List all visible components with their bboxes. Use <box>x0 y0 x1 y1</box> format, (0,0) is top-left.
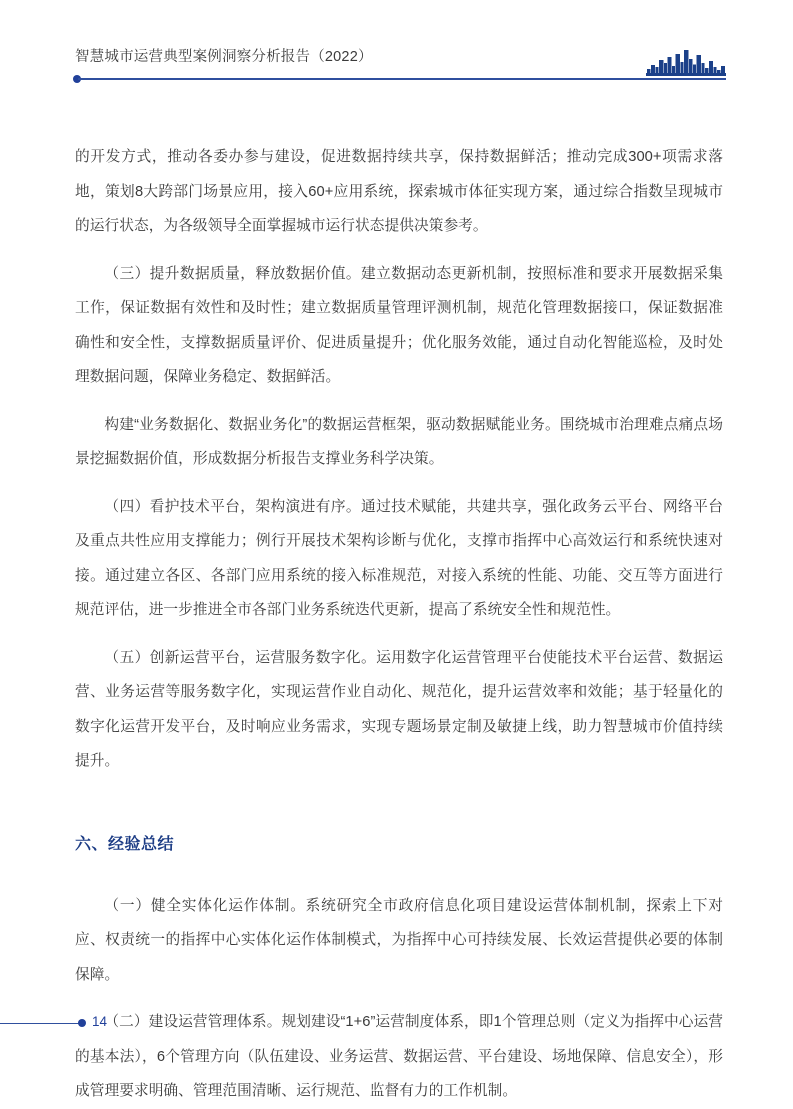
page-header <box>0 0 793 100</box>
paragraph-section-er: （二）建设运营管理体系。规划建设“1+6”运营制度体系，即1个管理总则（定义为指挥中心运营的基本法），6个管理方向（队伍建设、业务运营、数据运营、平台建设、场地保障、信息安全），形成管理要求明确、管理范围清晰、运行规范、监督有力的工作机制。 <box>75 1014 723 1099</box>
page-number: 14 <box>92 1014 108 1029</box>
paragraph-section-wu: （五）创新运营平台，运营服务数字化。运用数字化运营管理平台使能技术平台运营、数据运营、业务运营等服务数字化，实现运营作业自动化、规范化，提升运营效率和效能；基于轻量化的数字化运营开发平台，及时响应业务需求，实现专题场景定制及敏捷上线，助力智慧城市价值持续提升。 <box>75 649 723 769</box>
paragraph-spacer <box>75 395 723 408</box>
heading-spacer-below <box>75 853 723 889</box>
paragraph-data-framework: 构建“业务数据化、数据业务化”的数据运营框架，驱动数据赋能业务。围绕城市治理难点痛点场景挖掘数据价值，形成数据分析报告支撑业务科学决策。 <box>75 416 723 467</box>
paragraph-section-si: （四）看护技术平台，架构演进有序。通过技术赋能，共建共享，强化政务云平台、网络平台及重点共性应用支撑能力；例行开展技术架构诊断与优化，支撑市指挥中心高效运行和系统快速对接。通过建立各区、各部门应用系统的接入标准规范，对接入系统的性能、功能、交互等方面进行规范评估，进一步推进全市各部门业务系统迭代更新，提高了系统安全性和规范性。 <box>75 498 723 618</box>
paragraph-spacer <box>75 244 723 257</box>
header-rule <box>78 78 726 80</box>
footer-rule <box>0 1023 80 1025</box>
document-body <box>75 140 723 1109</box>
city-skyline-icon <box>646 48 726 76</box>
footer-rule-dot <box>78 1019 86 1027</box>
paragraph-section-yi: （一）健全实体化运作体制。系统研究全市政府信息化项目建设运营体制机制，探索上下对应、权责统一的指挥中心实体化运作体制模式，为指挥中心可持续发展、长效运营提供必要的体制保障。 <box>75 897 723 983</box>
paragraph-spacer <box>75 477 723 490</box>
section-heading-experience-summary: 六、经验总结 <box>75 835 175 853</box>
paragraph-spacer <box>75 628 723 641</box>
paragraph-continued: 的开发方式，推动各委办参与建设，促进数据持续共享，保持数据鲜活；推动完成300+项需求落地，策划8大跨部门场景应用，接入60+应用系统，探索城市体征实现方案，通过综合指数呈现城市的运行状态，为各级领导全面掌握城市运行状态提供决策参考。 <box>75 149 723 234</box>
paragraph-spacer <box>75 992 723 1005</box>
paragraph-section-san: （三）提升数据质量，释放数据价值。建立数据动态更新机制，按照标准和要求开展数据采集工作，保证数据有效性和及时性；建立数据质量管理评测机制，规范化管理数据接口，保证数据准确性和安全性，支撑数据质量评价、促进质量提升；优化服务效能，通过自动化智能巡检，及时处理数据问题，保障业务稳定、数据鲜活。 <box>75 265 723 385</box>
header-title: 智慧城市运营典型案例洞察分析报告（2022） <box>75 49 373 65</box>
heading-spacer-above <box>75 779 723 837</box>
